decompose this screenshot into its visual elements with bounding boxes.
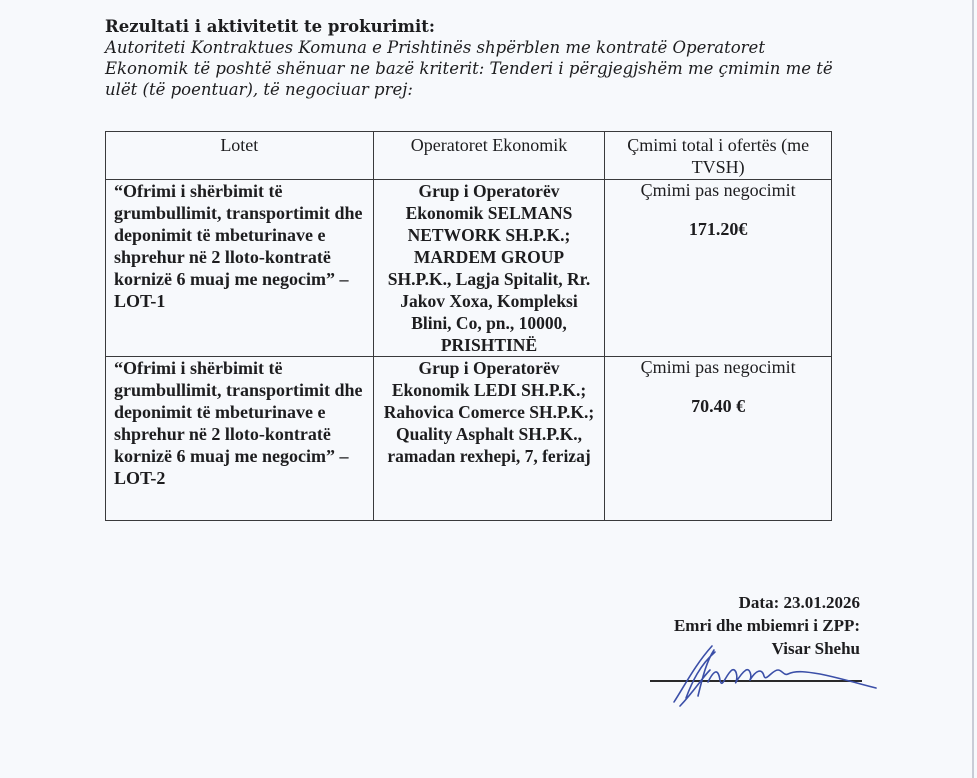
header-operators: Operatoret Ekonomik [373, 132, 605, 180]
page-edge [972, 0, 974, 778]
section-heading: Rezultati i aktivitetit te prokurimit: [105, 17, 435, 36]
table-row [106, 180, 832, 357]
date-text: Data: 23.01.2026 [738, 593, 860, 612]
signatory-name: Visar Shehu [771, 639, 860, 658]
header-total-price: Çmimi total i ofertës (me TVSH) [605, 132, 832, 180]
intro-line: ulët (të poentuar), të negociuar prej: [105, 80, 413, 99]
price-cell [605, 357, 832, 521]
price-amount: 70.40 € [691, 396, 746, 416]
procurement-result-intro [105, 16, 865, 100]
price-amount: 171.20€ [688, 219, 748, 239]
header-lots: Lotet [106, 132, 374, 180]
handwritten-signature-icon [640, 640, 890, 715]
intro-line: Autoriteti Kontraktues Komuna e Prishtinës shpërblen me kontratë Operatoret [105, 38, 765, 57]
table-row [106, 357, 832, 521]
lot-description: “Ofrimi i shërbimit të grumbullimit, transportimit dhe deponimit të mbeturinave e shprehur në 2 lloto-kontratë kornizë 6 muaj me negocim” – LOT-2 [106, 357, 374, 521]
intro-line: Ekonomik të poshtë shënuar ne bazë kriterit: Tenderi i përgjegjshëm me çmimin me të [105, 59, 833, 78]
lot-description: “Ofrimi i shërbimit të grumbullimit, transportimit dhe deponimit të mbeturinave e shprehur në 2 lloto-kontratë kornizë 6 muaj me negocim” – LOT-1 [106, 180, 374, 357]
price-cell [605, 180, 832, 357]
economic-operators: Grup i Operatorëv Ekonomik LEDI SH.P.K.; Rahovica Comerce SH.P.K.; Quality Asphalt SH.P.K., ramadan rexhepi, 7, ferizaj [373, 357, 605, 521]
price-label: Çmimi pas negocimit [640, 357, 796, 377]
name-label: Emri dhe mbiemri i ZPP: [673, 616, 860, 635]
price-label: Çmimi pas negocimit [640, 180, 796, 200]
economic-operators: Grup i Operatorëv Ekonomik SELMANS NETWORK SH.P.K.; MARDEM GROUP SH.P.K., Lagja Spitalit, Rr. Jakov Xoxa, Kompleksi Blini, Co, pn., 10000, PRISHTINË [373, 180, 605, 357]
results-table [105, 131, 832, 521]
table-header-row [106, 132, 832, 180]
